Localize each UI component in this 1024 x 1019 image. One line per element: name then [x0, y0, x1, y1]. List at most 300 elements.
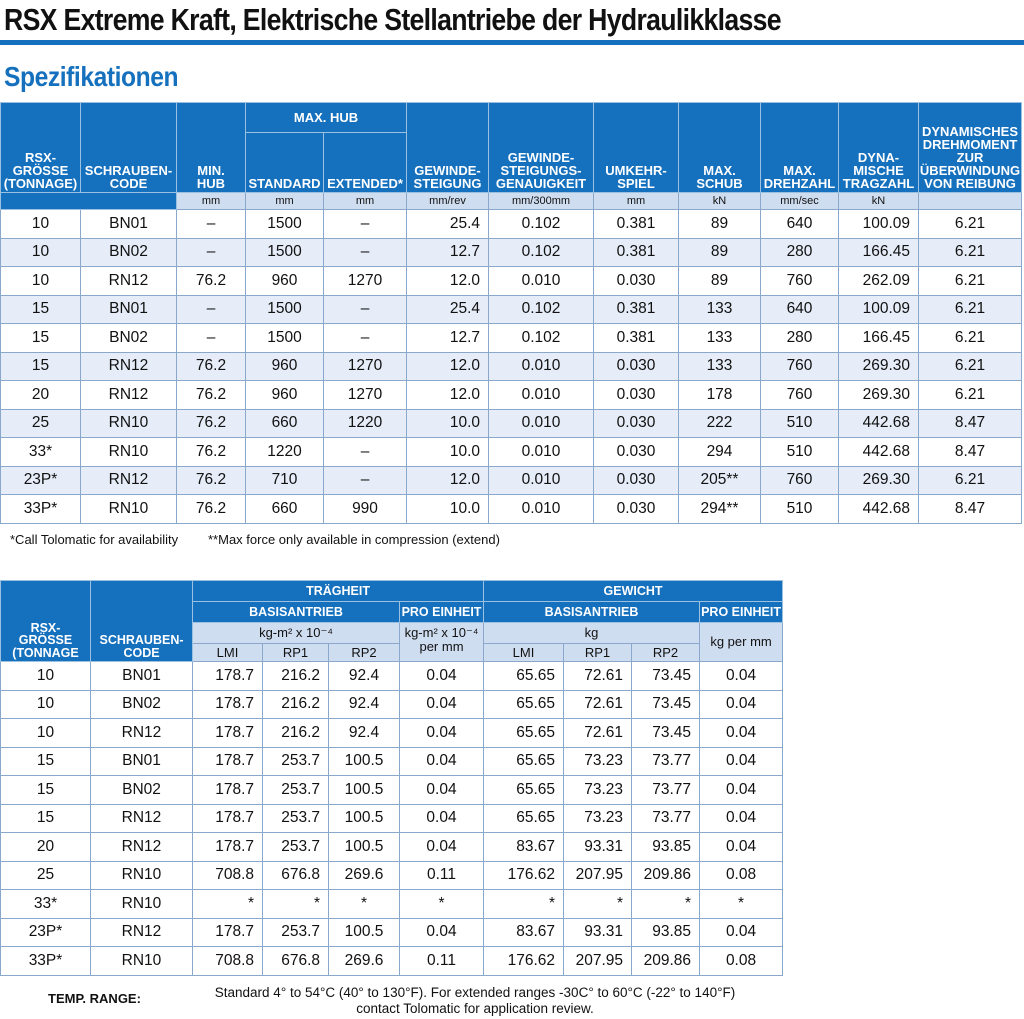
table-cell: 15 [1, 352, 81, 381]
table-cell: 73.77 [632, 776, 700, 805]
sub-lmi: LMI [484, 644, 564, 662]
table-cell: 253.7 [263, 747, 329, 776]
table-cell: – [177, 324, 246, 353]
header-min-stroke: MIN. HUB [177, 103, 246, 193]
table-cell: 133 [679, 352, 761, 381]
table-cell: 0.381 [594, 295, 679, 324]
table-cell: BN01 [81, 295, 177, 324]
table-cell: 12.7 [407, 324, 489, 353]
table-cell: 20 [1, 833, 91, 862]
table-cell: * [329, 890, 400, 919]
table-cell: RN10 [91, 947, 193, 976]
table-cell: 6.21 [919, 238, 1022, 267]
table-row [1, 719, 783, 748]
table-cell: 100.5 [329, 804, 400, 833]
table-cell: 269.30 [839, 466, 919, 495]
table-cell: 33P* [1, 495, 81, 524]
table-row [1, 861, 783, 890]
table-cell: 0.010 [489, 381, 594, 410]
table-cell: 0.030 [594, 438, 679, 467]
table-cell: 0.04 [400, 719, 484, 748]
table-cell: 0.04 [400, 804, 484, 833]
header-screw-code: SCHRAUBEN- CODE [81, 103, 177, 193]
table-cell: * [263, 890, 329, 919]
table-cell: 207.95 [564, 947, 632, 976]
table-cell: 0.030 [594, 352, 679, 381]
header-weight-base: BASISANTRIEB [484, 602, 700, 623]
table-cell: BN02 [81, 238, 177, 267]
table-cell: 65.65 [484, 662, 564, 691]
table-cell: 178.7 [193, 662, 263, 691]
header-lead-accuracy: GEWINDE- STEIGUNGS- GENAUIGKEIT [489, 103, 594, 193]
table-cell: 83.67 [484, 833, 564, 862]
table-cell: 10 [1, 719, 91, 748]
table-cell: 209.86 [632, 861, 700, 890]
table-cell: 1500 [246, 210, 324, 239]
table-cell: 760 [761, 381, 839, 410]
header-inertia-per-unit: PRO EINHEIT [400, 602, 484, 623]
table-cell: 205** [679, 466, 761, 495]
table-cell: 23P* [1, 918, 91, 947]
unit-cell: mm/rev [407, 193, 489, 210]
inertia-per-unit-unit: kg-m² x 10⁻⁴ per mm [400, 623, 484, 662]
header-dynamic-load: DYNA- MISCHE TRAGZAHL [839, 103, 919, 193]
section-title: Spezifikationen [4, 61, 179, 92]
specifications-table [0, 102, 1022, 524]
table-cell: 15 [1, 324, 81, 353]
table-cell: 100.09 [839, 210, 919, 239]
table-cell: 0.08 [700, 861, 783, 890]
table-cell: 1500 [246, 238, 324, 267]
table-row [1, 381, 1022, 410]
table-cell: 76.2 [177, 381, 246, 410]
table-cell: 0.04 [700, 804, 783, 833]
table-cell: 442.68 [839, 438, 919, 467]
table-cell: BN02 [81, 324, 177, 353]
table-cell: 0.11 [400, 947, 484, 976]
table-cell: 10.0 [407, 409, 489, 438]
table-cell: 222 [679, 409, 761, 438]
table-cell: 6.21 [919, 352, 1022, 381]
table-cell: 100.5 [329, 776, 400, 805]
table-cell: 0.04 [400, 747, 484, 776]
table-cell: – [324, 210, 407, 239]
unit-cell [919, 193, 1022, 210]
table-cell: 676.8 [263, 947, 329, 976]
table-cell: 6.21 [919, 267, 1022, 296]
table-cell: 176.62 [484, 861, 564, 890]
table-cell: 990 [324, 495, 407, 524]
table-cell: 0.102 [489, 324, 594, 353]
table-cell: 0.010 [489, 352, 594, 381]
table-row [1, 747, 783, 776]
table-cell: 0.04 [400, 776, 484, 805]
table-cell: – [177, 210, 246, 239]
table-cell: 253.7 [263, 776, 329, 805]
unit-cell: mm [246, 193, 324, 210]
table-cell: * [484, 890, 564, 919]
table-cell: 1270 [324, 352, 407, 381]
table-cell: 660 [246, 409, 324, 438]
table-cell: 10 [1, 238, 81, 267]
table-cell: 294** [679, 495, 761, 524]
table-cell: 12.0 [407, 466, 489, 495]
table-cell: 442.68 [839, 495, 919, 524]
table-cell: 92.4 [329, 690, 400, 719]
table-cell: 1270 [324, 381, 407, 410]
table-row [1, 324, 1022, 353]
table-cell: 166.45 [839, 238, 919, 267]
table-cell: 1220 [246, 438, 324, 467]
temp-range-line-2: contact Tolomatic for application review. [356, 1001, 594, 1016]
table-cell: 0.102 [489, 238, 594, 267]
table-cell: RN10 [81, 409, 177, 438]
table-cell: 12.7 [407, 238, 489, 267]
table-cell: 178.7 [193, 747, 263, 776]
table-cell: – [324, 324, 407, 353]
table-cell: 178.7 [193, 833, 263, 862]
table-cell: RN12 [81, 352, 177, 381]
table-cell: 72.61 [564, 662, 632, 691]
table-cell: 442.68 [839, 409, 919, 438]
table-cell: – [324, 466, 407, 495]
table-cell: 0.11 [400, 861, 484, 890]
table-cell: 269.6 [329, 947, 400, 976]
table-cell: 6.21 [919, 324, 1022, 353]
table-cell: 72.61 [564, 690, 632, 719]
table-cell: 178.7 [193, 918, 263, 947]
table-row [1, 495, 1022, 524]
table-cell: BN02 [91, 690, 193, 719]
table-cell: BN01 [91, 747, 193, 776]
table-cell: 73.45 [632, 662, 700, 691]
table-cell: 65.65 [484, 776, 564, 805]
table-cell: 0.04 [700, 747, 783, 776]
table-cell: 10 [1, 690, 91, 719]
table-cell: 207.95 [564, 861, 632, 890]
table-cell: 15 [1, 776, 91, 805]
table-cell: 0.030 [594, 381, 679, 410]
table-cell: 176.62 [484, 947, 564, 976]
table-cell: 216.2 [263, 690, 329, 719]
table-cell: 15 [1, 295, 81, 324]
table-cell: RN10 [81, 495, 177, 524]
table-cell: 89 [679, 267, 761, 296]
table-cell: 708.8 [193, 861, 263, 890]
table-cell: 10 [1, 267, 81, 296]
table-cell: 166.45 [839, 324, 919, 353]
page-title: RSX Extreme Kraft, Elektrische Stellantriebe der Hydraulikklasse [4, 2, 781, 37]
table-row [1, 238, 1022, 267]
table-cell: 0.010 [489, 466, 594, 495]
table-cell: 660 [246, 495, 324, 524]
unit-cell: kN [679, 193, 761, 210]
table-cell: 10 [1, 210, 81, 239]
header-drag-torque: DYNAMISCHES DREHMOMENT ZUR ÜBERWINDUNG VON REIBUNG [919, 103, 1022, 193]
table-row [1, 409, 1022, 438]
table-cell: 65.65 [484, 747, 564, 776]
table-cell: 0.030 [594, 409, 679, 438]
table-cell: 12.0 [407, 267, 489, 296]
header-extended: EXTENDED* [324, 133, 407, 193]
table-cell: 0.381 [594, 210, 679, 239]
table-cell: 294 [679, 438, 761, 467]
sub-rp2: RP2 [329, 644, 400, 662]
table-cell: 6.21 [919, 295, 1022, 324]
table-cell: 76.2 [177, 438, 246, 467]
header-weight-per-unit: PRO EINHEIT [700, 602, 783, 623]
table-cell: 25.4 [407, 210, 489, 239]
table-cell: 0.381 [594, 324, 679, 353]
table-cell: 65.65 [484, 719, 564, 748]
table-cell: 0.010 [489, 495, 594, 524]
table-cell: 0.04 [400, 690, 484, 719]
table-cell: 0.04 [700, 918, 783, 947]
table-row [1, 918, 783, 947]
table-cell: 209.86 [632, 947, 700, 976]
weight-per-unit-unit: kg per mm [700, 623, 783, 662]
table-cell: 89 [679, 210, 761, 239]
table-cell: 178.7 [193, 776, 263, 805]
table-cell: 100.5 [329, 747, 400, 776]
table-cell: 92.4 [329, 719, 400, 748]
table-cell: 76.2 [177, 466, 246, 495]
table-cell: 960 [246, 267, 324, 296]
table-cell: 100.5 [329, 918, 400, 947]
sub-rp2: RP2 [632, 644, 700, 662]
header-size: RSX- GRÖSSE (TONNAGE [1, 581, 91, 662]
header-inertia-base: BASISANTRIEB [193, 602, 400, 623]
header-lead: GEWINDE- STEIGUNG [407, 103, 489, 193]
table-cell: 0.04 [400, 833, 484, 862]
table-cell: 73.23 [564, 776, 632, 805]
temp-range-line-1: Standard 4° to 54°C (40° to 130°F). For extended ranges -30C° to 60°C (-22° to 140°F) [214, 985, 736, 1000]
table-cell: 76.2 [177, 352, 246, 381]
table-cell: 178.7 [193, 690, 263, 719]
unit-cell: mm [594, 193, 679, 210]
table-row [1, 776, 783, 805]
table-cell: 33P* [1, 947, 91, 976]
temp-range-text [175, 985, 775, 1017]
table-cell: 710 [246, 466, 324, 495]
table-cell: * [564, 890, 632, 919]
table-row [1, 352, 1022, 381]
table-cell: RN12 [91, 918, 193, 947]
table-cell: 100.09 [839, 295, 919, 324]
table-cell: RN12 [91, 719, 193, 748]
header-weight: GEWICHT [484, 581, 783, 602]
table-cell: 100.5 [329, 833, 400, 862]
unit-cell: mm/sec [761, 193, 839, 210]
table-cell: 0.04 [700, 719, 783, 748]
table-cell: * [700, 890, 783, 919]
table-cell: 6.21 [919, 381, 1022, 410]
table-cell: 960 [246, 352, 324, 381]
table-cell: 0.04 [400, 662, 484, 691]
header-size: RSX- GRÖSSE (TONNAGE) [1, 103, 81, 193]
table-cell: 676.8 [263, 861, 329, 890]
footnote-availability: *Call Tolomatic for availability [10, 532, 179, 547]
table-cell: 1500 [246, 324, 324, 353]
table-cell: 33* [1, 438, 81, 467]
table-cell: 76.2 [177, 495, 246, 524]
table-row [1, 438, 1022, 467]
table-cell: 760 [761, 267, 839, 296]
table-cell: 253.7 [263, 918, 329, 947]
table-cell: 0.381 [594, 238, 679, 267]
header-inertia: TRÄGHEIT [193, 581, 484, 602]
unit-cell: kN [839, 193, 919, 210]
footnote-max-force: **Max force only available in compression (extend) [208, 532, 500, 547]
table-cell: 25.4 [407, 295, 489, 324]
table-cell: 23P* [1, 466, 81, 495]
table-cell: 93.31 [564, 833, 632, 862]
table-cell: 760 [761, 352, 839, 381]
table-cell: 12.0 [407, 381, 489, 410]
table-cell: 76.2 [177, 409, 246, 438]
table-cell: 65.65 [484, 804, 564, 833]
sub-rp1: RP1 [263, 644, 329, 662]
table-cell: BN01 [81, 210, 177, 239]
table-cell: 760 [761, 466, 839, 495]
table-cell: BN01 [91, 662, 193, 691]
table-cell: * [632, 890, 700, 919]
table-cell: 216.2 [263, 662, 329, 691]
inertia-weight-table [0, 580, 783, 976]
table-cell: – [324, 295, 407, 324]
table-cell: 133 [679, 295, 761, 324]
table-cell: 960 [246, 381, 324, 410]
table-cell: 262.09 [839, 267, 919, 296]
header-max-thrust: MAX. SCHUB [679, 103, 761, 193]
table-cell: 25 [1, 861, 91, 890]
table-cell: 72.61 [564, 719, 632, 748]
table-cell: 12.0 [407, 352, 489, 381]
table-cell: 510 [761, 409, 839, 438]
table-cell: 0.04 [400, 918, 484, 947]
table-cell: RN10 [91, 890, 193, 919]
table-row [1, 210, 1022, 239]
table-cell: RN12 [91, 833, 193, 862]
table-cell: 8.47 [919, 495, 1022, 524]
table-cell: 216.2 [263, 719, 329, 748]
table-cell: 269.30 [839, 352, 919, 381]
table-cell: 0.102 [489, 295, 594, 324]
table-cell: 15 [1, 747, 91, 776]
header-max-stroke: MAX. HUB [246, 103, 407, 133]
table-cell: 640 [761, 295, 839, 324]
table-cell: 0.010 [489, 409, 594, 438]
inertia-unit: kg-m² x 10⁻⁴ [193, 623, 400, 644]
table-cell: 25 [1, 409, 81, 438]
table-cell: – [177, 238, 246, 267]
table-cell: 280 [761, 324, 839, 353]
table-cell: 178 [679, 381, 761, 410]
table-cell: 76.2 [177, 267, 246, 296]
temp-range-label: TEMP. RANGE: [48, 991, 141, 1006]
table-cell: 253.7 [263, 833, 329, 862]
table-cell: * [400, 890, 484, 919]
table-cell: 83.67 [484, 918, 564, 947]
table-cell: 510 [761, 438, 839, 467]
sub-lmi: LMI [193, 644, 263, 662]
table-cell: 708.8 [193, 947, 263, 976]
table-cell: 65.65 [484, 690, 564, 719]
table-cell: 0.010 [489, 267, 594, 296]
table-cell: RN12 [81, 466, 177, 495]
table-row [1, 804, 783, 833]
table-cell: 73.45 [632, 690, 700, 719]
table-row [1, 295, 1022, 324]
table-row [1, 833, 783, 862]
table-row [1, 267, 1022, 296]
units-row [1, 193, 1022, 210]
table-cell: 10.0 [407, 438, 489, 467]
unit-cell: mm [177, 193, 246, 210]
table-cell: 178.7 [193, 719, 263, 748]
table-cell: 253.7 [263, 804, 329, 833]
table-cell: 6.21 [919, 210, 1022, 239]
table-cell: 73.77 [632, 804, 700, 833]
table-cell: 0.030 [594, 466, 679, 495]
table-cell: 269.6 [329, 861, 400, 890]
table-cell: – [324, 438, 407, 467]
title-divider [0, 40, 1024, 45]
table-cell: 93.85 [632, 918, 700, 947]
table-cell: 640 [761, 210, 839, 239]
table-row [1, 662, 783, 691]
header-standard: STANDARD [246, 133, 324, 193]
table-cell: 10 [1, 662, 91, 691]
table-cell: RN10 [81, 438, 177, 467]
table-cell: 269.30 [839, 381, 919, 410]
table-cell: RN12 [81, 381, 177, 410]
table-cell: 8.47 [919, 409, 1022, 438]
table-cell: 33* [1, 890, 91, 919]
header-screw-code: SCHRAUBEN- CODE [91, 581, 193, 662]
sub-rp1: RP1 [564, 644, 632, 662]
table-cell: 0.010 [489, 438, 594, 467]
table-cell: 1500 [246, 295, 324, 324]
header-max-speed: MAX. DREHZAHL [761, 103, 839, 193]
table-cell: * [193, 890, 263, 919]
table-cell: 6.21 [919, 466, 1022, 495]
table-row [1, 466, 1022, 495]
table-cell: 178.7 [193, 804, 263, 833]
table-cell: 73.23 [564, 804, 632, 833]
table-cell: 73.77 [632, 747, 700, 776]
table-cell: 510 [761, 495, 839, 524]
table-cell: RN10 [91, 861, 193, 890]
table-cell: 1220 [324, 409, 407, 438]
table-cell: 93.85 [632, 833, 700, 862]
table-row [1, 947, 783, 976]
table-cell: 73.45 [632, 719, 700, 748]
table-cell: 20 [1, 381, 81, 410]
table-cell: – [324, 238, 407, 267]
table-cell: – [177, 295, 246, 324]
table-cell: 0.030 [594, 495, 679, 524]
table-cell: 0.04 [700, 662, 783, 691]
table-row [1, 690, 783, 719]
unit-cell: mm/300mm [489, 193, 594, 210]
table-cell: RN12 [81, 267, 177, 296]
table-cell: RN12 [91, 804, 193, 833]
table-cell: 92.4 [329, 662, 400, 691]
table-cell: 0.04 [700, 690, 783, 719]
unit-cell: mm [324, 193, 407, 210]
table-cell: 10.0 [407, 495, 489, 524]
